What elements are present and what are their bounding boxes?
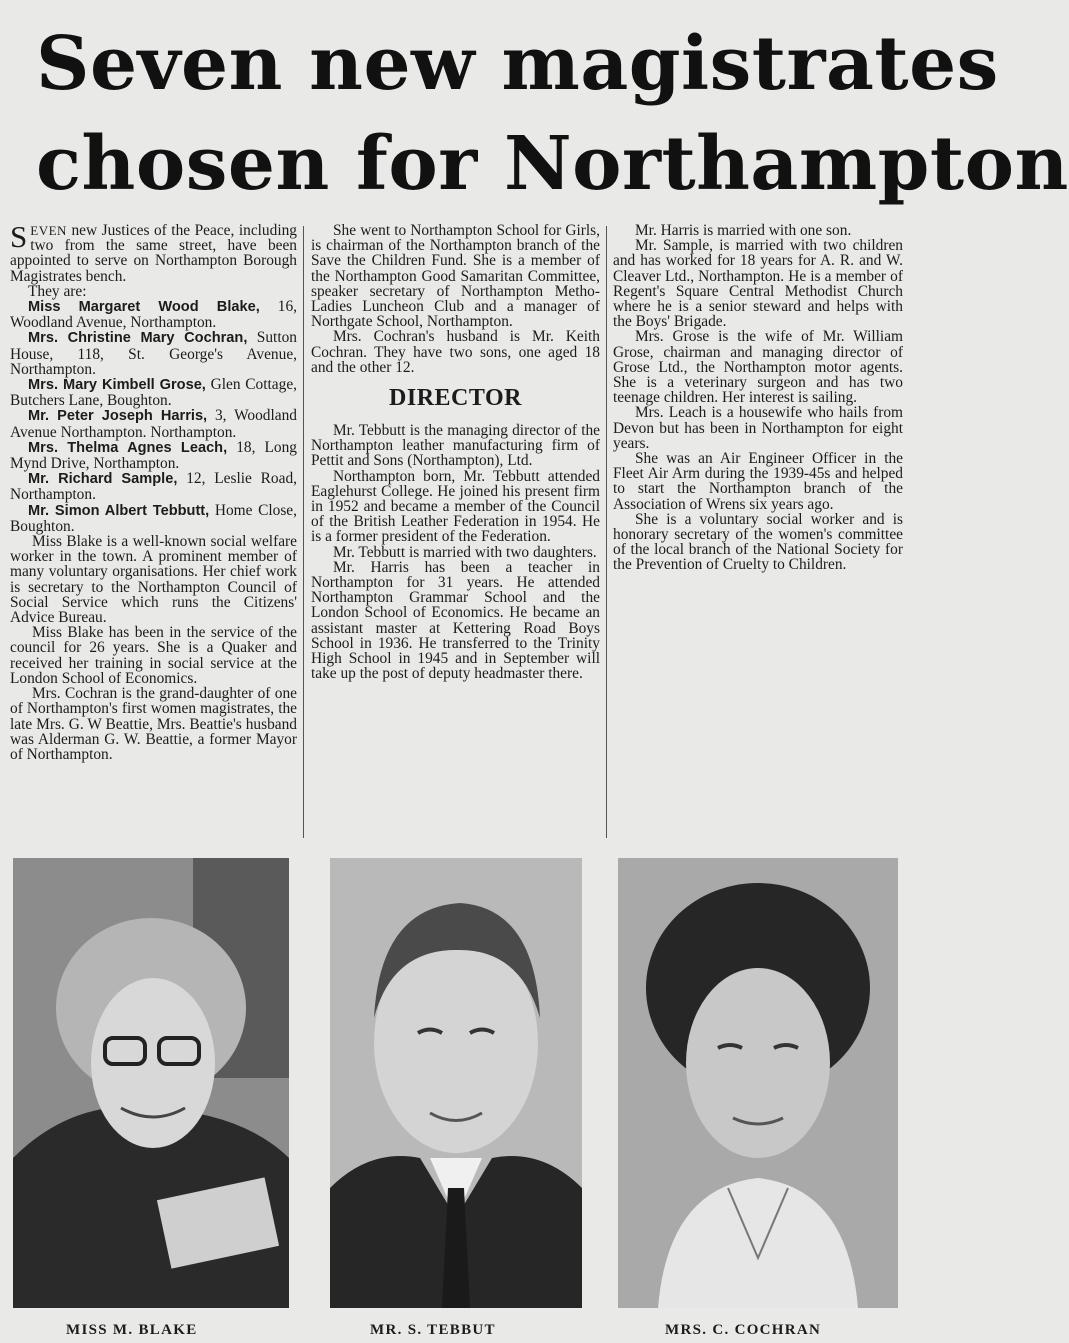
- paragraph-leach-3: She is a voluntary social worker and is honorary secretary of the women's committee of the local branch of the National Society for the Prevention of Cruelty to Children.: [613, 510, 903, 574]
- paragraph-grose: Mrs. Grose is the wife of Mr. William Grose, chairman and managing director of Grose Ltd., the Northampton motor agents. She is a veterinary surgeon and has two teenage children. Her interest is sailing.: [613, 328, 903, 407]
- appointee-entry: [10, 503, 297, 534]
- paragraph-cochran-1: Mrs. Cochran is the grand-daughter of one of Northampton's first women magistrates, the late Mrs. G. W Beattie, Mrs. Beattie's husband was Alderman G. W. Beattie, a former Mayor of Northampton.: [10, 685, 297, 763]
- paragraph-blake-1: Miss Blake is a well-known social welfare worker in the town. A prominent member of many voluntary organisations. Her chief work is secretary to the Northampton Council of Social Service which runs the Citizens' Advice Bureau.: [10, 533, 297, 627]
- appointee-address: 16, Woodland Avenue, Northampton.: [10, 298, 297, 332]
- headline: [0, 0, 1069, 210]
- appointee-entry: [10, 299, 297, 330]
- portrait-image: [13, 858, 289, 1308]
- appointee-address: 18, Long Mynd Drive, Northampton.: [10, 438, 297, 473]
- paragraph-cochran-3: Mrs. Cochran's husband is Mr. Keith Cochran. They have two sons, one aged 18 and the other 12.: [311, 328, 600, 376]
- paragraph-tebbutt-1: Mr. Tebbutt is the managing director of the Northampton leather manufacturing firm of Pettit and Sons (Northampton), Ltd.: [311, 422, 600, 470]
- appointee-name: Mr. Simon Albert Tebbutt,: [28, 502, 210, 519]
- paragraph-tebbutt-3: Mr. Tebbutt is married with two daughters.: [333, 543, 597, 561]
- appointee-address: 12, Leslie Road, Northampton.: [10, 470, 297, 504]
- appointee-name: Mrs. Mary Kimbell Grose,: [28, 377, 206, 394]
- appointee-entry: [10, 377, 297, 408]
- column-rule: [606, 226, 607, 838]
- subhead-director: DIRECTOR: [389, 385, 522, 412]
- appointee-address: Sutton House, 118, St. George's Avenue, Northampton.: [10, 329, 297, 378]
- appointee-name: Mr. Richard Sample,: [28, 471, 178, 488]
- paragraph-tebbutt-2: Northampton born, Mr. Tebbutt attended Eaglehurst College. He joined his present firm in 1952 and became a member of the Council of the British Leather Federation in 1954. He is a former president of the Federation.: [311, 467, 600, 546]
- paragraph-cochran-2: She went to Northampton School for Girls, is chairman of the Northampton branch of the Save the Children Fund. She is a member of the Northampton Good Samaritan Committee, speaker secretary of Northampton Metho-Ladies Luncheon Club and a manager of Northgate School, Northampton.: [311, 222, 600, 331]
- appointee-name: Mrs. Thelma Agnes Leach,: [28, 439, 228, 456]
- appointee-name: Mr. Peter Joseph Harris,: [28, 408, 208, 425]
- caption-tebbutt: MR. S. TEBBUT: [370, 1322, 496, 1338]
- they-are: They are:: [28, 282, 87, 300]
- paragraph-leach-2: She was an Air Engineer Officer in the Fleet Air Arm during the 1939-45s and helped to start the Northampton branch of the Association of Wrens six years ago.: [613, 450, 903, 513]
- portrait-image: [330, 858, 582, 1308]
- article-column-1: [10, 219, 298, 843]
- appointee-address: Glen Cottage, Butchers Lane, Boughton.: [10, 376, 298, 410]
- paragraph-sample: Mr. Sample, is married with two children and has worked for 18 years for A. R. and W. Cleaver Ltd., Northampton. He is a member of Regent's Square Central Methodist Church where he is a senior steward and helps with the Boys' Brigade.: [613, 237, 903, 331]
- photo-cochran: [618, 858, 898, 1308]
- photo-tebbutt: [330, 858, 582, 1308]
- headline-line-1: Seven new magistrates: [36, 21, 999, 107]
- appointee-name: Mrs. Christine Mary Cochran,: [28, 330, 248, 347]
- paragraph-harris-1: Mr. Harris has been a teacher in Northampton for 31 years. He attended Northampton Grammar School and the London School of Economics. He became an assistant master at Kettering Road Boys School in 1936. He transferred to the Trinity High School in 1945 and in September will take up the post of deputy headmaster there.: [311, 558, 600, 683]
- appointee-address: 3, Woodland Avenue Northampton. Northampton.: [10, 407, 297, 441]
- appointee-entry: [10, 440, 297, 471]
- photo-blake: [13, 858, 289, 1308]
- paragraph-harris-2: Mr. Harris is married with one son.: [635, 222, 852, 239]
- headline-line-2: chosen for Northampton: [36, 121, 1069, 207]
- article-column-2: [311, 223, 600, 843]
- paragraph-leach-1: Mrs. Leach is a housewife who hails from Devon but has been in Northampton for eight years.: [613, 404, 903, 452]
- caption-cochran: MRS. C. COCHRAN: [665, 1322, 822, 1338]
- caption-blake: MISS M. BLAKE: [66, 1322, 198, 1338]
- appointee-entry: [10, 471, 297, 502]
- column-rule: [303, 226, 304, 838]
- appointee-entry: [10, 330, 297, 377]
- appointee-entry: [10, 408, 297, 439]
- appointee-name: Miss Margaret Wood Blake,: [28, 299, 260, 316]
- drop-cap: S: [10, 219, 28, 254]
- article-column-3: [613, 223, 903, 843]
- lead-text: new Justices of the Peace, including two from the same street, have been appointed to serve on Northampton Borough Magistrates bench.: [10, 222, 297, 285]
- paragraph-blake-2: Miss Blake has been in the service of the council for 26 years. She is a Quaker and received her training in social service at the London School of Economics.: [10, 624, 297, 687]
- appointee-address: Home Close, Boughton.: [10, 501, 297, 535]
- lead-word: EVEN: [30, 223, 67, 238]
- portrait-image: [618, 858, 898, 1308]
- lead-paragraph: [10, 219, 297, 285]
